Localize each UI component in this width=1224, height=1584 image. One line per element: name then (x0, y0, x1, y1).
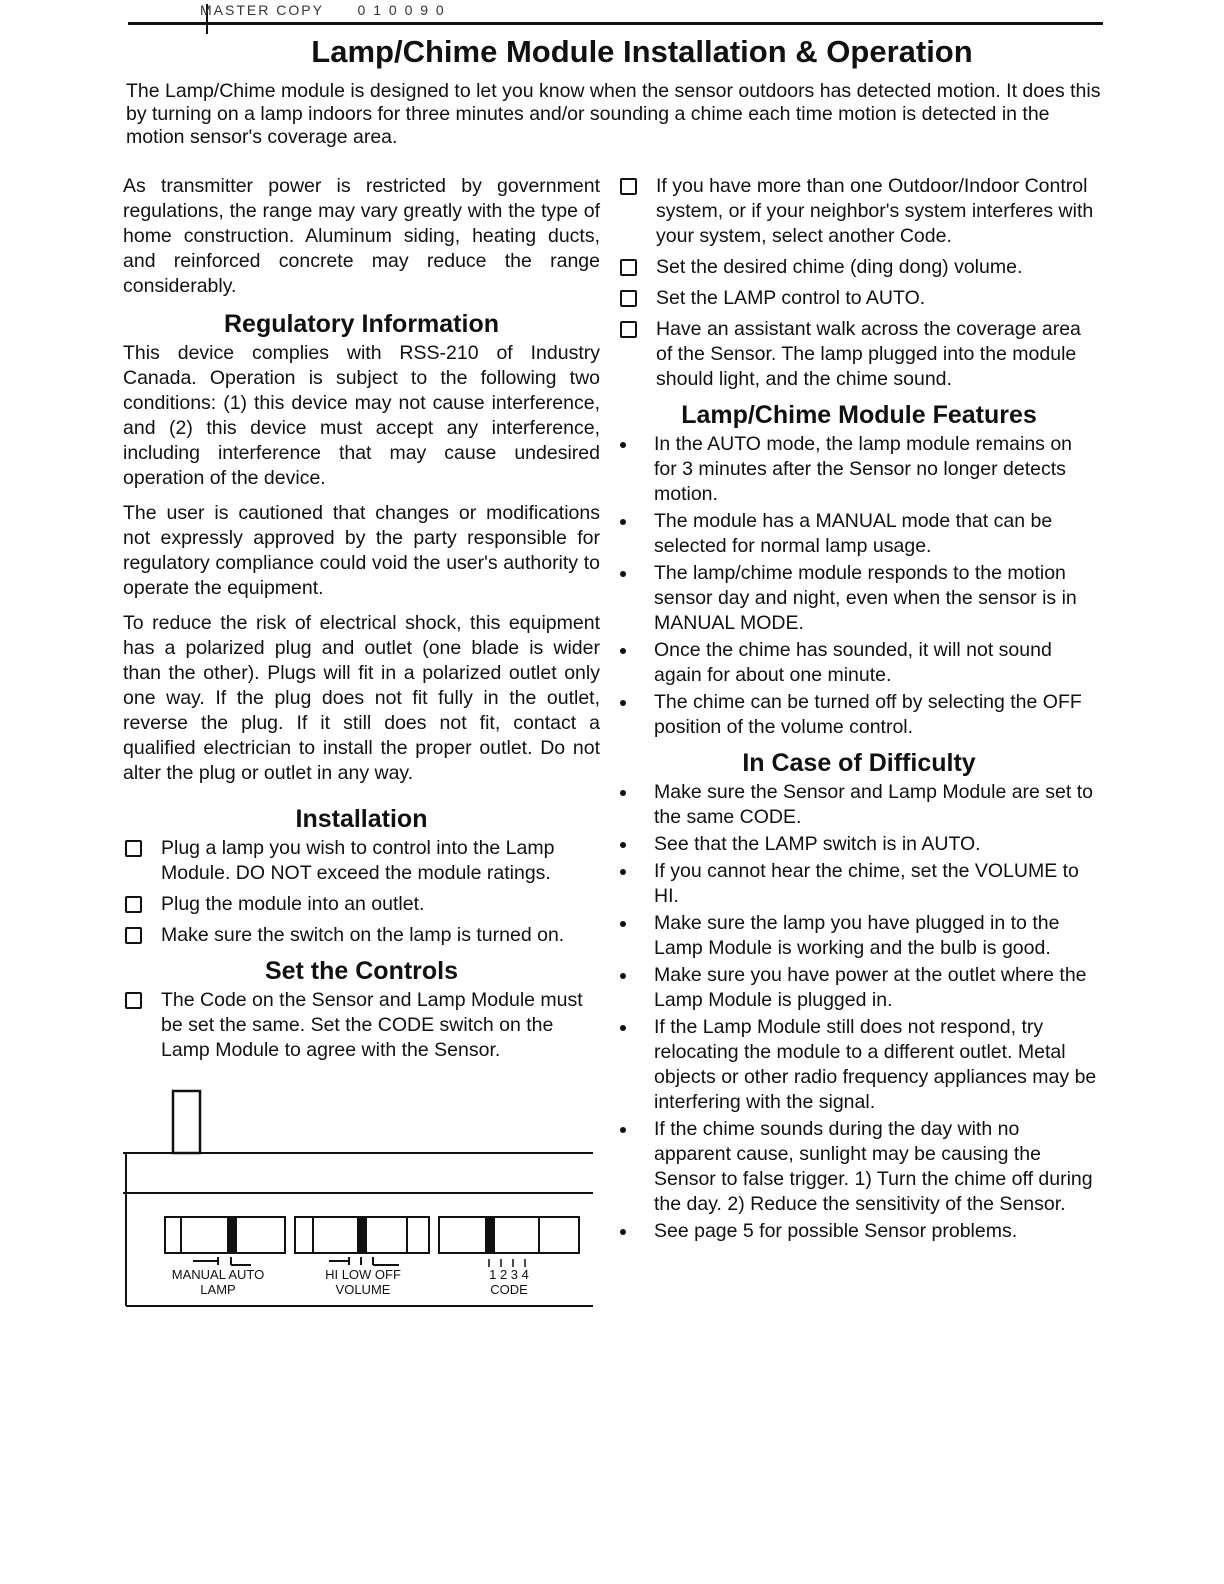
list-item (618, 832, 1100, 857)
checkbox-icon (620, 321, 637, 338)
header-stamp (200, 2, 446, 18)
list-item-text: See that the LAMP switch is in AUTO. (654, 833, 981, 855)
list-item (123, 988, 600, 1063)
list-item-text: Plug the module into an outlet. (161, 893, 425, 915)
features-heading: Lamp/Chime Module Features (681, 401, 1037, 429)
list-item-text: The Code on the Sensor and Lamp Module must be set the same. Set the CODE switch on the Lamp Module to agree with the Sensor. (161, 989, 583, 1061)
regulatory-heading: Regulatory Information (223, 310, 499, 338)
list-item-text: If the Lamp Module still does not respond, try relocating the module to a different outlet. Metal objects or other radio frequency appliances may be interfering with the signal. (654, 1016, 1097, 1113)
bullet-icon (620, 921, 626, 927)
right-column (618, 174, 1100, 1248)
list-item-text: Set the desired chime (ding dong) volume. (656, 256, 1023, 278)
bullet-icon (620, 648, 626, 654)
switch-diagram (123, 1081, 593, 1331)
bullet-icon (620, 842, 626, 848)
bullet-icon (620, 790, 626, 796)
list-item-text: Plug a lamp you wish to control into the Lamp Module. DO NOT exceed the module ratings. (161, 837, 555, 884)
list-item-text: Make sure the switch on the lamp is turned on. (161, 924, 565, 946)
intro-paragraph: The Lamp/Chime module is designed to let you know when the sensor outdoors has detected motion. It does this by turning on a lamp indoors for three minutes and/or sounding a chime each time motion is detected in the motion sensor's coverage area. (126, 80, 1101, 148)
list-item-text: Make sure the lamp you have plugged in to the Lamp Module is working and the bulb is good. (654, 912, 1060, 959)
list-item (618, 317, 1100, 392)
list-item-text: Set the LAMP control to AUTO. (656, 287, 926, 309)
checkbox-icon (125, 896, 142, 913)
list-item (618, 286, 1100, 311)
controls-list-continued (618, 174, 1100, 392)
regulatory-p3: To reduce the risk of electrical shock, this equipment has a polarized plug and outlet (one blade is wider than the other). Plugs will fit in a polarized outlet only one way. If the plug does not fit fully in the outlet, reverse the plug. If it still does not fit, contact a qualified electrician to install the proper outlet. Do not alter the plug or outlet in any way. (123, 612, 600, 784)
checkbox-icon (620, 290, 637, 307)
bullet-icon (620, 442, 626, 448)
volume-switch-label (303, 1267, 423, 1297)
left-column (123, 174, 600, 1331)
list-item (123, 892, 600, 917)
list-item (618, 1015, 1100, 1115)
list-item (618, 638, 1100, 688)
list-item (123, 836, 600, 886)
list-item (618, 432, 1100, 507)
bullet-icon (620, 1229, 626, 1235)
lamp-options: MANUAL AUTO (171, 1267, 265, 1282)
lamp-caption: LAMP (200, 1282, 236, 1297)
checkbox-icon (620, 259, 637, 276)
list-item (618, 859, 1100, 909)
list-item (618, 690, 1100, 740)
list-item (618, 509, 1100, 559)
list-item (618, 911, 1100, 961)
checkbox-icon (125, 927, 142, 944)
list-item (618, 963, 1100, 1013)
code-caption: CODE (490, 1282, 528, 1297)
bullet-icon (620, 973, 626, 979)
checkbox-icon (620, 178, 637, 195)
top-rule (128, 22, 1103, 25)
list-item (618, 174, 1100, 249)
page-title: Lamp/Chime Module Installation & Operation (311, 34, 973, 69)
installation-list (123, 836, 600, 948)
volume-options: HI LOW OFF (325, 1267, 401, 1282)
list-item (618, 561, 1100, 636)
code-switch-label (459, 1267, 559, 1297)
regulatory-p1: This device complies with RSS-210 of Industry Canada. Operation is subject to the following two conditions: (1) this device may not cause interference, and (2) this device must accept any interference, including interference that may cause undesired operation of the device. (123, 342, 600, 489)
list-item-text: Make sure you have power at the outlet where the Lamp Module is plugged in. (654, 964, 1087, 1011)
bullet-icon (620, 1025, 626, 1031)
lamp-switch-label (153, 1267, 283, 1297)
installation-heading: Installation (295, 805, 428, 833)
bullet-icon (620, 571, 626, 577)
list-item-text: The chime can be turned off by selecting the OFF position of the volume control. (654, 691, 1082, 738)
list-item-text: See page 5 for possible Sensor problems. (654, 1220, 1018, 1242)
volume-caption: VOLUME (335, 1282, 391, 1297)
master-copy-stamp: MASTER COPY (200, 2, 324, 18)
difficulty-heading: In Case of Difficulty (742, 749, 976, 777)
list-item-text: If you have more than one Outdoor/Indoor Control system, or if your neighbor's system interferes with your system, select another Code. (656, 175, 1094, 247)
checkbox-icon (125, 840, 142, 857)
list-item (618, 780, 1100, 830)
list-item (123, 923, 600, 948)
list-item-text: If the chime sounds during the day with no apparent cause, sunlight may be causing the Sensor to false trigger. 1) Turn the chime off during the day. 2) Reduce the sensitivity of the Sensor. (654, 1118, 1093, 1215)
code-options: 1 2 3 4 (489, 1267, 529, 1282)
bullet-icon (620, 519, 626, 525)
list-item (618, 255, 1100, 280)
controls-list (123, 988, 600, 1063)
controls-heading: Set the Controls (264, 957, 459, 985)
list-item-text: If you cannot hear the chime, set the VOLUME to HI. (654, 860, 1079, 907)
document-code: 0 1 0 0 9 0 (357, 2, 446, 18)
features-list (618, 432, 1100, 740)
list-item-text: Once the chime has sounded, it will not sound again for about one minute. (654, 639, 1052, 686)
list-item-text: The module has a MANUAL mode that can be selected for normal lamp usage. (654, 510, 1053, 557)
bullet-icon (620, 869, 626, 875)
bullet-icon (620, 700, 626, 706)
regulatory-p2: The user is cautioned that changes or modifications not expressly approved by the party responsible for regulatory compliance could void the user's authority to operate the equipment. (123, 502, 600, 599)
list-item-text: Have an assistant walk across the coverage area of the Sensor. The lamp plugged into the module should light, and the chime sound. (656, 318, 1081, 390)
difficulty-list (618, 780, 1100, 1244)
list-item (618, 1219, 1100, 1244)
list-item-text: The lamp/chime module responds to the motion sensor day and night, even when the sensor is in MANUAL MODE. (654, 562, 1077, 634)
list-item-text: In the AUTO mode, the lamp module remains on for 3 minutes after the Sensor no longer detects motion. (654, 433, 1073, 505)
checkbox-icon (125, 992, 142, 1009)
list-item-text: Make sure the Sensor and Lamp Module are set to the same CODE. (654, 781, 1093, 828)
bullet-icon (620, 1127, 626, 1133)
range-note: As transmitter power is restricted by government regulations, the range may vary greatly with the type of home construction. Aluminum siding, heating ducts, and reinforced concrete may reduce the range considerably. (123, 175, 600, 297)
list-item (618, 1117, 1100, 1217)
